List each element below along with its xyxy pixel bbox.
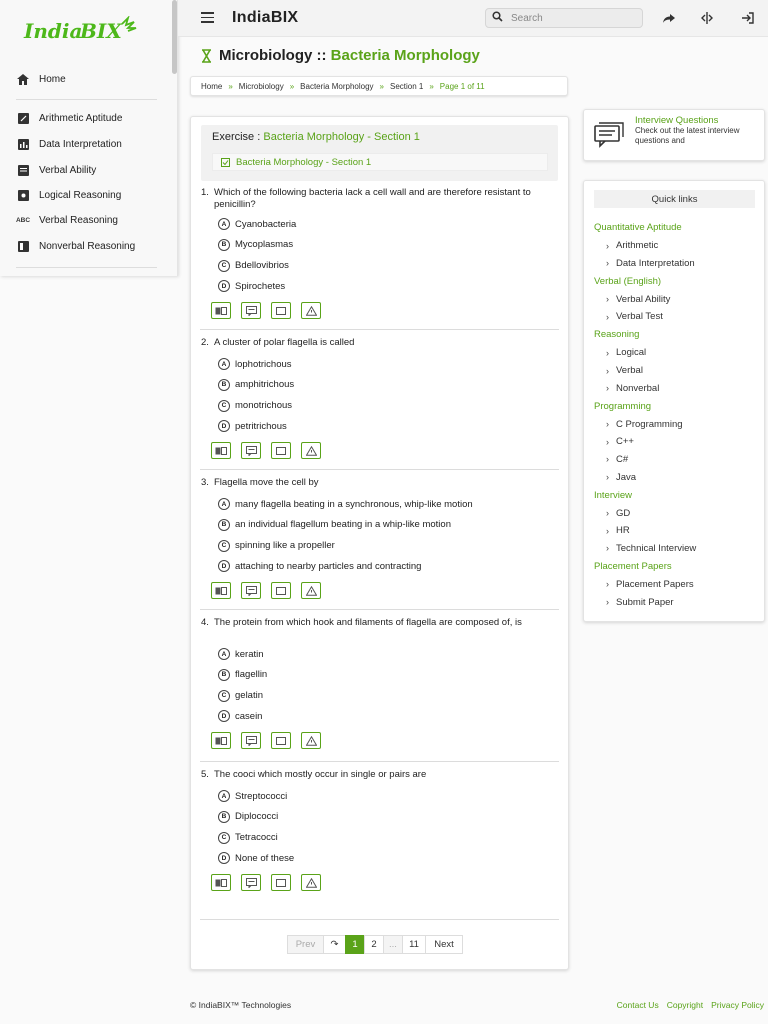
workspace-icon[interactable]: [271, 442, 291, 459]
quick-link-label: Placement Papers: [616, 578, 694, 590]
breadcrumb-bacteria-morphology[interactable]: Bacteria Morphology: [300, 81, 374, 91]
discuss-icon[interactable]: [241, 874, 261, 891]
chevron-right-icon: ›: [606, 436, 609, 447]
option-letter-badge: A: [218, 790, 230, 802]
pager-next-button[interactable]: Next: [425, 935, 463, 954]
report-icon[interactable]: [301, 302, 321, 319]
page-title-category: Microbiology: [219, 47, 313, 64]
chevron-right-icon: ›: [606, 294, 609, 305]
option-text: an individual flagellum beating in a whip-like motion: [235, 519, 451, 531]
quick-links-category[interactable]: Placement Papers: [594, 560, 672, 572]
option-letter-badge: D: [218, 710, 230, 722]
exercise-title-link[interactable]: Bacteria Morphology - Section 1: [263, 131, 420, 143]
question-item: [201, 477, 559, 572]
question-text: [201, 769, 559, 781]
option-text: flagellin: [235, 669, 268, 681]
quick-link-label: Verbal: [616, 365, 643, 376]
login-icon[interactable]: [741, 11, 755, 25]
search-icon: [492, 9, 503, 27]
discuss-icon[interactable]: [241, 582, 261, 599]
sidebar-item-label: Logical Reasoning: [39, 189, 122, 201]
question-number: 5.: [201, 769, 209, 780]
bar-chart-icon: [16, 138, 30, 150]
option-text: keratin: [235, 648, 264, 660]
theme-toggle-icon[interactable]: [700, 11, 714, 25]
quick-link-item[interactable]: [606, 311, 663, 322]
quick-link-item[interactable]: [606, 579, 694, 590]
footer-links: [617, 1000, 764, 1010]
pager-page-1[interactable]: 1: [345, 935, 365, 954]
option-letter-badge: B: [218, 239, 230, 251]
answer-option[interactable]: [218, 378, 294, 392]
discuss-icon[interactable]: [241, 442, 261, 459]
answer-option[interactable]: [218, 419, 287, 433]
breadcrumb-separator-icon: »: [429, 81, 434, 91]
sidebar-item-label: Verbal Reasoning: [39, 214, 118, 226]
chevron-right-icon: ›: [606, 383, 609, 394]
answer-option[interactable]: [218, 539, 335, 553]
view-answer-icon[interactable]: [211, 874, 231, 891]
answer-option[interactable]: [218, 647, 264, 661]
view-answer-icon[interactable]: [211, 582, 231, 599]
answer-option[interactable]: [218, 810, 278, 824]
sidebar-divider: [16, 267, 157, 268]
breadcrumb-separator-icon: »: [379, 81, 384, 91]
answer-option[interactable]: [218, 518, 451, 532]
question-number: 1.: [201, 187, 209, 198]
answer-option[interactable]: [218, 709, 262, 723]
sidebar-item-arithmetic-aptitude[interactable]: [16, 110, 122, 126]
question-number: 3.: [201, 477, 209, 488]
option-text: gelatin: [235, 690, 263, 702]
page-title-separator: ::: [312, 47, 331, 64]
workspace-icon[interactable]: [271, 874, 291, 891]
shapes-icon: [16, 240, 30, 252]
question-text: [201, 477, 559, 489]
option-text: None of these: [235, 852, 295, 864]
quick-link-item[interactable]: [606, 419, 683, 430]
question-item: [201, 337, 559, 432]
chevron-right-icon: ›: [606, 472, 609, 482]
abc-icon: ABC: [15, 216, 31, 224]
option-text: Mycoplasmas: [235, 239, 294, 251]
app-name[interactable]: IndiaBIX: [232, 9, 299, 26]
breadcrumb-microbiology[interactable]: Microbiology: [238, 81, 284, 91]
chevron-right-icon: ›: [606, 597, 609, 607]
option-letter-badge: A: [218, 218, 230, 230]
quick-link-item[interactable]: [606, 454, 628, 465]
quick-link-item[interactable]: [606, 240, 658, 251]
quick-link-item[interactable]: [606, 543, 696, 554]
sidebar-item-label: Arithmetic Aptitude: [39, 112, 123, 124]
option-text: spinning like a propeller: [235, 540, 335, 552]
answer-option[interactable]: [218, 357, 292, 371]
option-text: Spirochetes: [235, 280, 286, 292]
sidebar-scrollbar[interactable]: [172, 0, 177, 74]
quick-link-item[interactable]: [606, 525, 630, 536]
sidebar-item-nonverbal-reasoning[interactable]: [16, 238, 135, 254]
breadcrumb-separator-icon: »: [289, 81, 295, 91]
question-item: [201, 617, 559, 722]
quick-link-label: Java: [616, 471, 637, 483]
option-text: Streptococci: [235, 790, 288, 802]
sidebar-item-verbal-reasoning[interactable]: [16, 212, 118, 228]
interview-card-title[interactable]: Interview Questions: [635, 115, 719, 126]
puzzle-icon: [16, 189, 30, 201]
option-text: Bdellovibrios: [235, 260, 289, 272]
option-text: casein: [235, 710, 263, 722]
option-text: Cyanobacteria: [235, 218, 297, 230]
footer-privacy-link[interactable]: Privacy Policy: [711, 1000, 764, 1010]
question-body: A cluster of polar flagella is called: [214, 337, 355, 348]
workspace-icon[interactable]: [271, 732, 291, 749]
report-icon[interactable]: [301, 732, 321, 749]
quick-link-item[interactable]: [606, 597, 674, 608]
option-letter-badge: D: [218, 280, 230, 292]
quick-link-item[interactable]: [606, 383, 659, 394]
sidebar-item-home[interactable]: [16, 71, 66, 87]
view-answer-icon[interactable]: [211, 302, 231, 319]
search-box[interactable]: [485, 8, 643, 28]
answer-option[interactable]: [218, 831, 278, 845]
question-divider: [200, 761, 559, 762]
quick-link-label: C#: [616, 453, 629, 465]
breadcrumb-page: Page 1 of 11: [439, 81, 485, 91]
answer-option[interactable]: [218, 668, 267, 682]
option-text: amphitrichous: [235, 379, 295, 391]
question-divider: [200, 609, 559, 610]
question-body: Flagella move the cell by: [214, 477, 319, 488]
quick-links-category[interactable]: Quantitative Aptitude: [594, 222, 682, 233]
answer-option[interactable]: [218, 851, 294, 865]
workspace-icon[interactable]: [271, 582, 291, 599]
footer-contact-link[interactable]: Contact Us: [616, 1000, 659, 1010]
question-item: [201, 769, 559, 864]
svg-text:BIX: BIX: [80, 19, 122, 43]
sidebar-item-verbal-ability[interactable]: [16, 162, 96, 178]
sidebar-item-label: Verbal Ability: [39, 164, 97, 176]
option-letter-badge: B: [218, 669, 230, 681]
quick-link-item[interactable]: [606, 436, 634, 447]
option-letter-badge: D: [218, 852, 230, 864]
chevron-right-icon: ›: [606, 365, 609, 376]
answer-option[interactable]: [218, 559, 421, 573]
quick-link-item[interactable]: [606, 472, 636, 483]
report-icon[interactable]: [301, 582, 321, 599]
option-text: petritrichous: [235, 420, 287, 432]
question-divider: [200, 469, 559, 470]
footer-copyright-link[interactable]: Copyright: [666, 1000, 704, 1010]
share-icon[interactable]: [662, 11, 676, 25]
report-icon[interactable]: [301, 442, 321, 459]
option-text: attaching to nearby particles and contracting: [235, 560, 422, 572]
answer-option[interactable]: [218, 238, 293, 252]
quick-links-category[interactable]: Programming: [594, 400, 652, 412]
exercise-header: [201, 125, 558, 181]
breadcrumb: [190, 76, 568, 96]
answer-option[interactable]: [218, 497, 473, 511]
question-divider: [200, 329, 559, 330]
chevron-right-icon: ›: [606, 508, 609, 519]
quick-link-label: HR: [616, 525, 630, 537]
question-text: [201, 617, 559, 629]
breadcrumb-separator-icon: »: [228, 81, 233, 91]
option-text: Tetracocci: [235, 832, 278, 844]
view-answer-icon[interactable]: [211, 732, 231, 749]
answer-option[interactable]: [218, 399, 292, 413]
quick-link-label: Nonverbal: [616, 382, 660, 394]
chevron-right-icon: ›: [606, 311, 609, 322]
answer-option[interactable]: [218, 279, 285, 293]
quick-links-category[interactable]: Reasoning: [594, 329, 640, 341]
breadcrumb-home[interactable]: Home: [201, 81, 223, 91]
quick-links-category[interactable]: Verbal (English): [594, 275, 662, 287]
discuss-icon[interactable]: [241, 302, 261, 319]
question-number: 2.: [201, 337, 209, 348]
quick-link-label: GD: [616, 507, 631, 519]
quick-links-card: [583, 180, 765, 622]
quick-link-item[interactable]: [606, 258, 695, 269]
chevron-right-icon: ›: [606, 240, 609, 251]
question-text: [201, 187, 559, 211]
sidebar-item-label: Nonverbal Reasoning: [39, 240, 136, 252]
top-header: [178, 0, 768, 37]
quick-link-label: Technical Interview: [616, 542, 697, 554]
option-letter-badge: C: [218, 690, 230, 702]
quick-link-label: C++: [616, 436, 634, 448]
pagination: [288, 935, 463, 954]
chevron-right-icon: ›: [606, 579, 609, 590]
home-icon: [16, 73, 30, 85]
report-icon[interactable]: [301, 874, 321, 891]
option-letter-badge: D: [218, 420, 230, 432]
option-letter-badge: A: [218, 498, 230, 510]
pager-prev-button[interactable]: Prev: [287, 935, 324, 954]
pager-page-11[interactable]: 11: [402, 935, 426, 954]
quick-link-label: Verbal Ability: [616, 293, 671, 305]
quick-link-label: Arithmetic: [616, 240, 659, 251]
pager-divider: [200, 919, 559, 920]
quick-link-label: Submit Paper: [616, 596, 674, 608]
page-title: [200, 47, 480, 64]
exercise-section-link[interactable]: [212, 153, 548, 171]
chevron-right-icon: ›: [606, 258, 609, 269]
answer-option[interactable]: [218, 217, 296, 231]
quick-link-item[interactable]: [606, 508, 630, 519]
quick-link-label: C Programming: [616, 418, 683, 430]
interview-questions-card[interactable]: [583, 109, 765, 161]
option-letter-badge: C: [218, 540, 230, 552]
pager-page-2[interactable]: 2: [364, 935, 384, 954]
answer-option[interactable]: [218, 789, 287, 803]
checkbox-icon: [221, 158, 230, 167]
question-body: Which of the following bacteria lack a cell wall and are therefore resistant to penicillin?: [214, 187, 531, 210]
pager-ellipsis: ...: [383, 935, 403, 954]
option-letter-badge: B: [218, 379, 230, 391]
discuss-icon[interactable]: [241, 732, 261, 749]
quick-link-item[interactable]: [606, 347, 646, 358]
quick-link-label: Logical: [616, 347, 647, 359]
sidebar-divider: [16, 99, 157, 100]
option-letter-badge: C: [218, 260, 230, 272]
pager-first-icon[interactable]: ↷: [323, 935, 346, 954]
option-letter-badge: A: [218, 648, 230, 660]
option-letter-badge: C: [218, 400, 230, 412]
main-content-card: [190, 116, 569, 970]
answer-option[interactable]: [218, 259, 289, 273]
view-answer-icon[interactable]: [211, 442, 231, 459]
chevron-right-icon: ›: [606, 543, 609, 554]
svg-text:India: India: [24, 19, 83, 43]
exercise-title: [212, 131, 420, 143]
book-icon: [16, 164, 30, 176]
exercise-section-label: Bacteria Morphology - Section 1: [236, 156, 372, 168]
option-letter-badge: D: [218, 560, 230, 572]
chat-icon: [594, 122, 624, 148]
option-letter-badge: B: [218, 519, 230, 531]
chevron-right-icon: ›: [606, 454, 609, 465]
question-text: [201, 337, 559, 349]
workspace-icon[interactable]: [271, 302, 291, 319]
sidebar-item-data-interpretation[interactable]: [16, 136, 122, 152]
sidebar-item-label: Data Interpretation: [39, 138, 122, 150]
chevron-right-icon: ›: [606, 525, 609, 536]
option-text: lophotrichous: [235, 358, 292, 370]
quick-link-item[interactable]: [606, 294, 670, 305]
breadcrumb-section[interactable]: Section 1: [389, 81, 424, 91]
option-text: many flagella beating in a synchronous, whip-like motion: [235, 498, 473, 510]
quick-links-heading: Quick links: [594, 190, 755, 208]
sidebar-item-logical-reasoning[interactable]: [16, 187, 121, 203]
search-input[interactable]: [511, 13, 621, 24]
interview-card-description: Check out the latest interview questions and: [635, 126, 740, 145]
question-body: The protein from which hook and filaments of flagella are composed of, is: [214, 617, 522, 628]
question-body: The cooci which mostly occur in single or pairs are: [214, 769, 427, 780]
menu-icon[interactable]: [201, 12, 214, 23]
calculator-icon: [16, 112, 30, 124]
sidebar: [0, 0, 178, 276]
page-title-topic: Bacteria Morphology: [330, 47, 480, 64]
option-text: Diplococci: [235, 811, 279, 823]
quick-links-category[interactable]: Interview: [594, 489, 633, 501]
option-letter-badge: B: [218, 811, 230, 823]
option-letter-badge: A: [218, 358, 230, 370]
question-item: [201, 187, 559, 292]
footer-copyright: © IndiaBIX™ Technologies: [190, 1000, 292, 1010]
quick-link-label: Verbal Test: [616, 311, 663, 323]
quick-link-item[interactable]: [606, 365, 643, 376]
exercise-label: Exercise :: [212, 131, 264, 143]
quick-link-label: Data Interpretation: [616, 257, 695, 269]
indiabix-logo[interactable]: [22, 16, 152, 46]
sidebar-item-label: Home: [39, 73, 66, 85]
microscope-icon: [200, 49, 213, 63]
option-text: monotrichous: [235, 400, 293, 412]
chevron-right-icon: ›: [606, 419, 609, 430]
answer-option[interactable]: [218, 689, 263, 703]
option-letter-badge: C: [218, 832, 230, 844]
question-number: 4.: [201, 617, 209, 628]
chevron-right-icon: ›: [606, 347, 609, 358]
